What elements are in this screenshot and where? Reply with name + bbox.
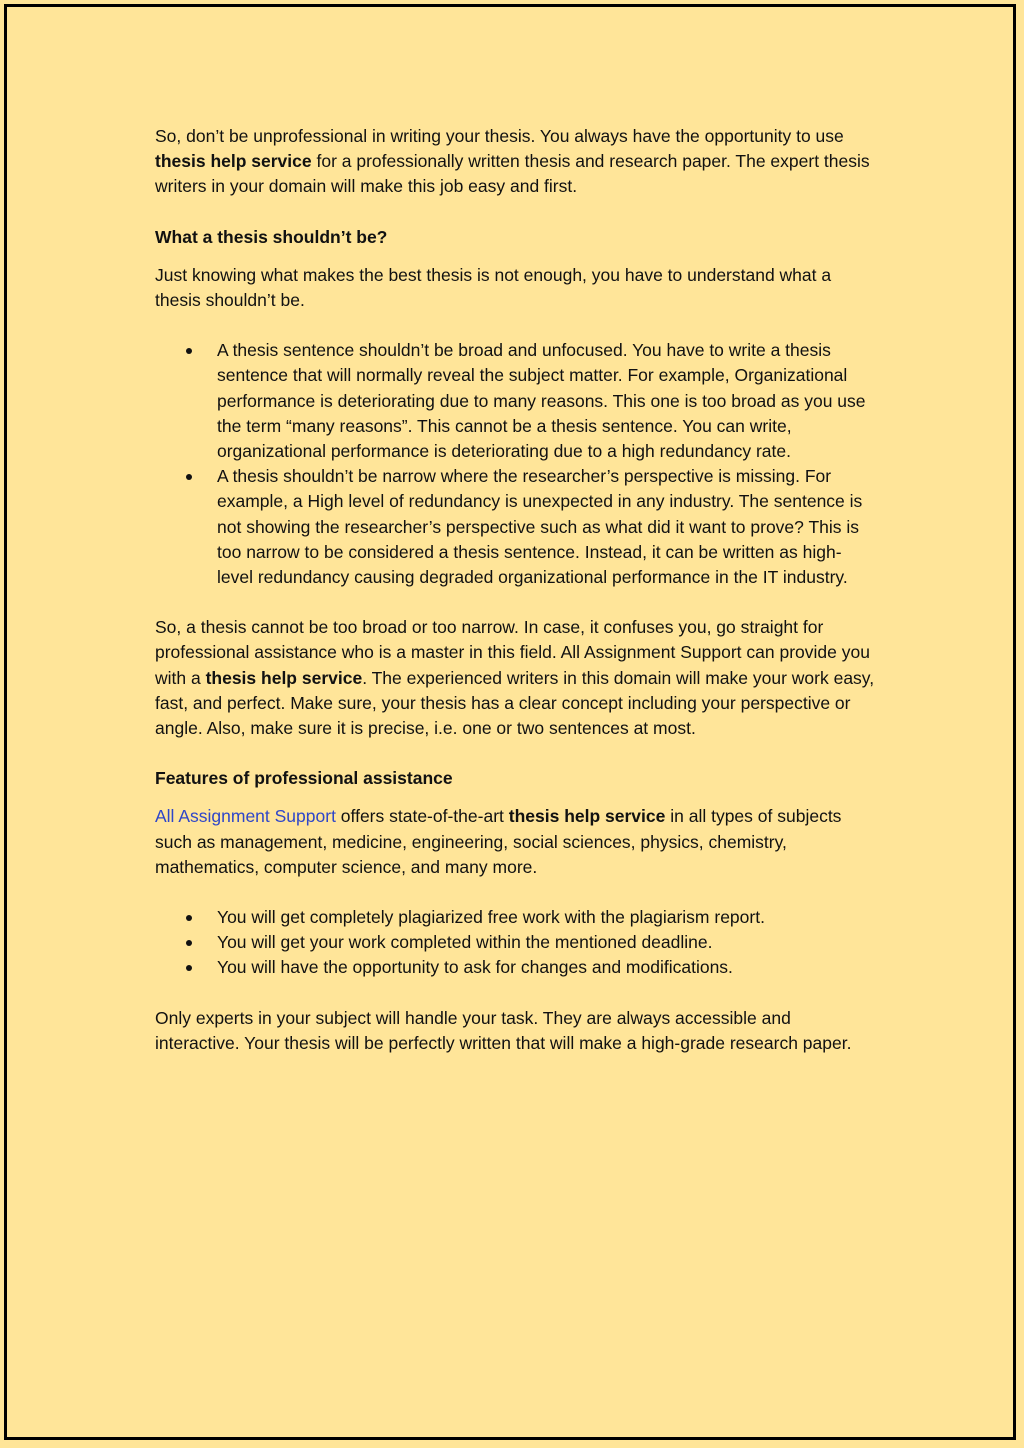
bullet-icon xyxy=(186,474,192,480)
intro-text: So, don’t be unprofessional in writing your thesis. You always have the opportunity to use xyxy=(155,126,844,146)
list-item xyxy=(155,955,875,980)
section-heading-what-thesis-shouldnt-be: What a thesis shouldn’t be? xyxy=(155,226,388,247)
section1-bullet-list xyxy=(155,338,875,590)
conclusion-text-continued: . The experienced writers in this domain will make your work easy, fast, and perfect. Make sure, your thesis has a clear concept including your perspective or angle. Also, make sure it is precise, i.e. one or two sentences at most. xyxy=(155,667,875,739)
section1-intro-paragraph: Just knowing what makes the best thesis is not enough, you have to understand what a thesis shouldn’t be. xyxy=(155,264,832,311)
list-item xyxy=(155,464,875,590)
intro-paragraph xyxy=(155,124,875,200)
bullet-icon xyxy=(186,915,192,921)
intro-bold-term: thesis help service xyxy=(155,151,312,172)
all-assignment-support-link[interactable]: All Assignment Support xyxy=(155,806,336,827)
section2-intro-text-continued: in all types of subjects such as management, medicine, engineering, social sciences, physics, chemistry, mathematics, computer science, and many more. xyxy=(155,806,842,877)
list-item-text: You will have the opportunity to ask for changes and modifications. xyxy=(217,957,733,978)
section-heading-features: Features of professional assistance xyxy=(155,768,453,789)
list-item-text: You will get completely plagiarized free work with the plagiarism report. xyxy=(217,907,765,928)
section2-bold-term: thesis help service xyxy=(508,806,666,827)
bullet-icon xyxy=(186,348,192,354)
list-item-text: A thesis sentence shouldn’t be broad and unfocused. You have to write a thesis sentence that will normally reveal the subject matter. For example, Organizational performance is deteriorating due to many reasons. This one is too broad as you use the term “many reasons”. This cannot be a thesis sentence. You can write, organizational performance is deteriorating due to a high redundancy rate. xyxy=(217,340,866,462)
section2-bullet-list xyxy=(155,905,875,981)
conclusion-text: So, a thesis cannot be too broad or too narrow. In case, it confuses you, go straight for professional assistance who is a master in this field. All Assignment Support can provide you with a xyxy=(155,617,870,688)
section2-intro-paragraph xyxy=(155,804,875,880)
bullet-icon xyxy=(186,965,192,971)
list-item xyxy=(155,930,875,955)
section2-conclusion-paragraph: Only experts in your subject will handle your task. They are always accessible and interactive. Your thesis will be perfectly written that will make a high-grade research paper. xyxy=(155,1007,852,1053)
conclusion-bold-term: thesis help service xyxy=(205,667,363,688)
list-item xyxy=(155,905,875,930)
intro-text-continued: for a professionally written thesis and research paper. The expert thesis writers in your domain will make this job easy and first. xyxy=(155,151,870,197)
list-item xyxy=(155,338,875,464)
bullet-icon xyxy=(186,940,192,946)
list-item-text: You will get your work completed within the mentioned deadline. xyxy=(217,932,713,953)
section1-conclusion-paragraph xyxy=(155,615,875,741)
list-item-text: A thesis shouldn’t be narrow where the researcher’s perspective is missing. For example, a High level of redundancy is unexpected in any industry. The sentence is not showing the researcher’s perspective such as what did it want to prove? This is too narrow to be considered a thesis sentence. Instead, it can be written as high-level redundancy causing degraded organizational performance in the IT industry. xyxy=(217,466,863,588)
section2-intro-text: offers state-of-the-art xyxy=(335,806,509,827)
document-body xyxy=(155,124,875,1081)
